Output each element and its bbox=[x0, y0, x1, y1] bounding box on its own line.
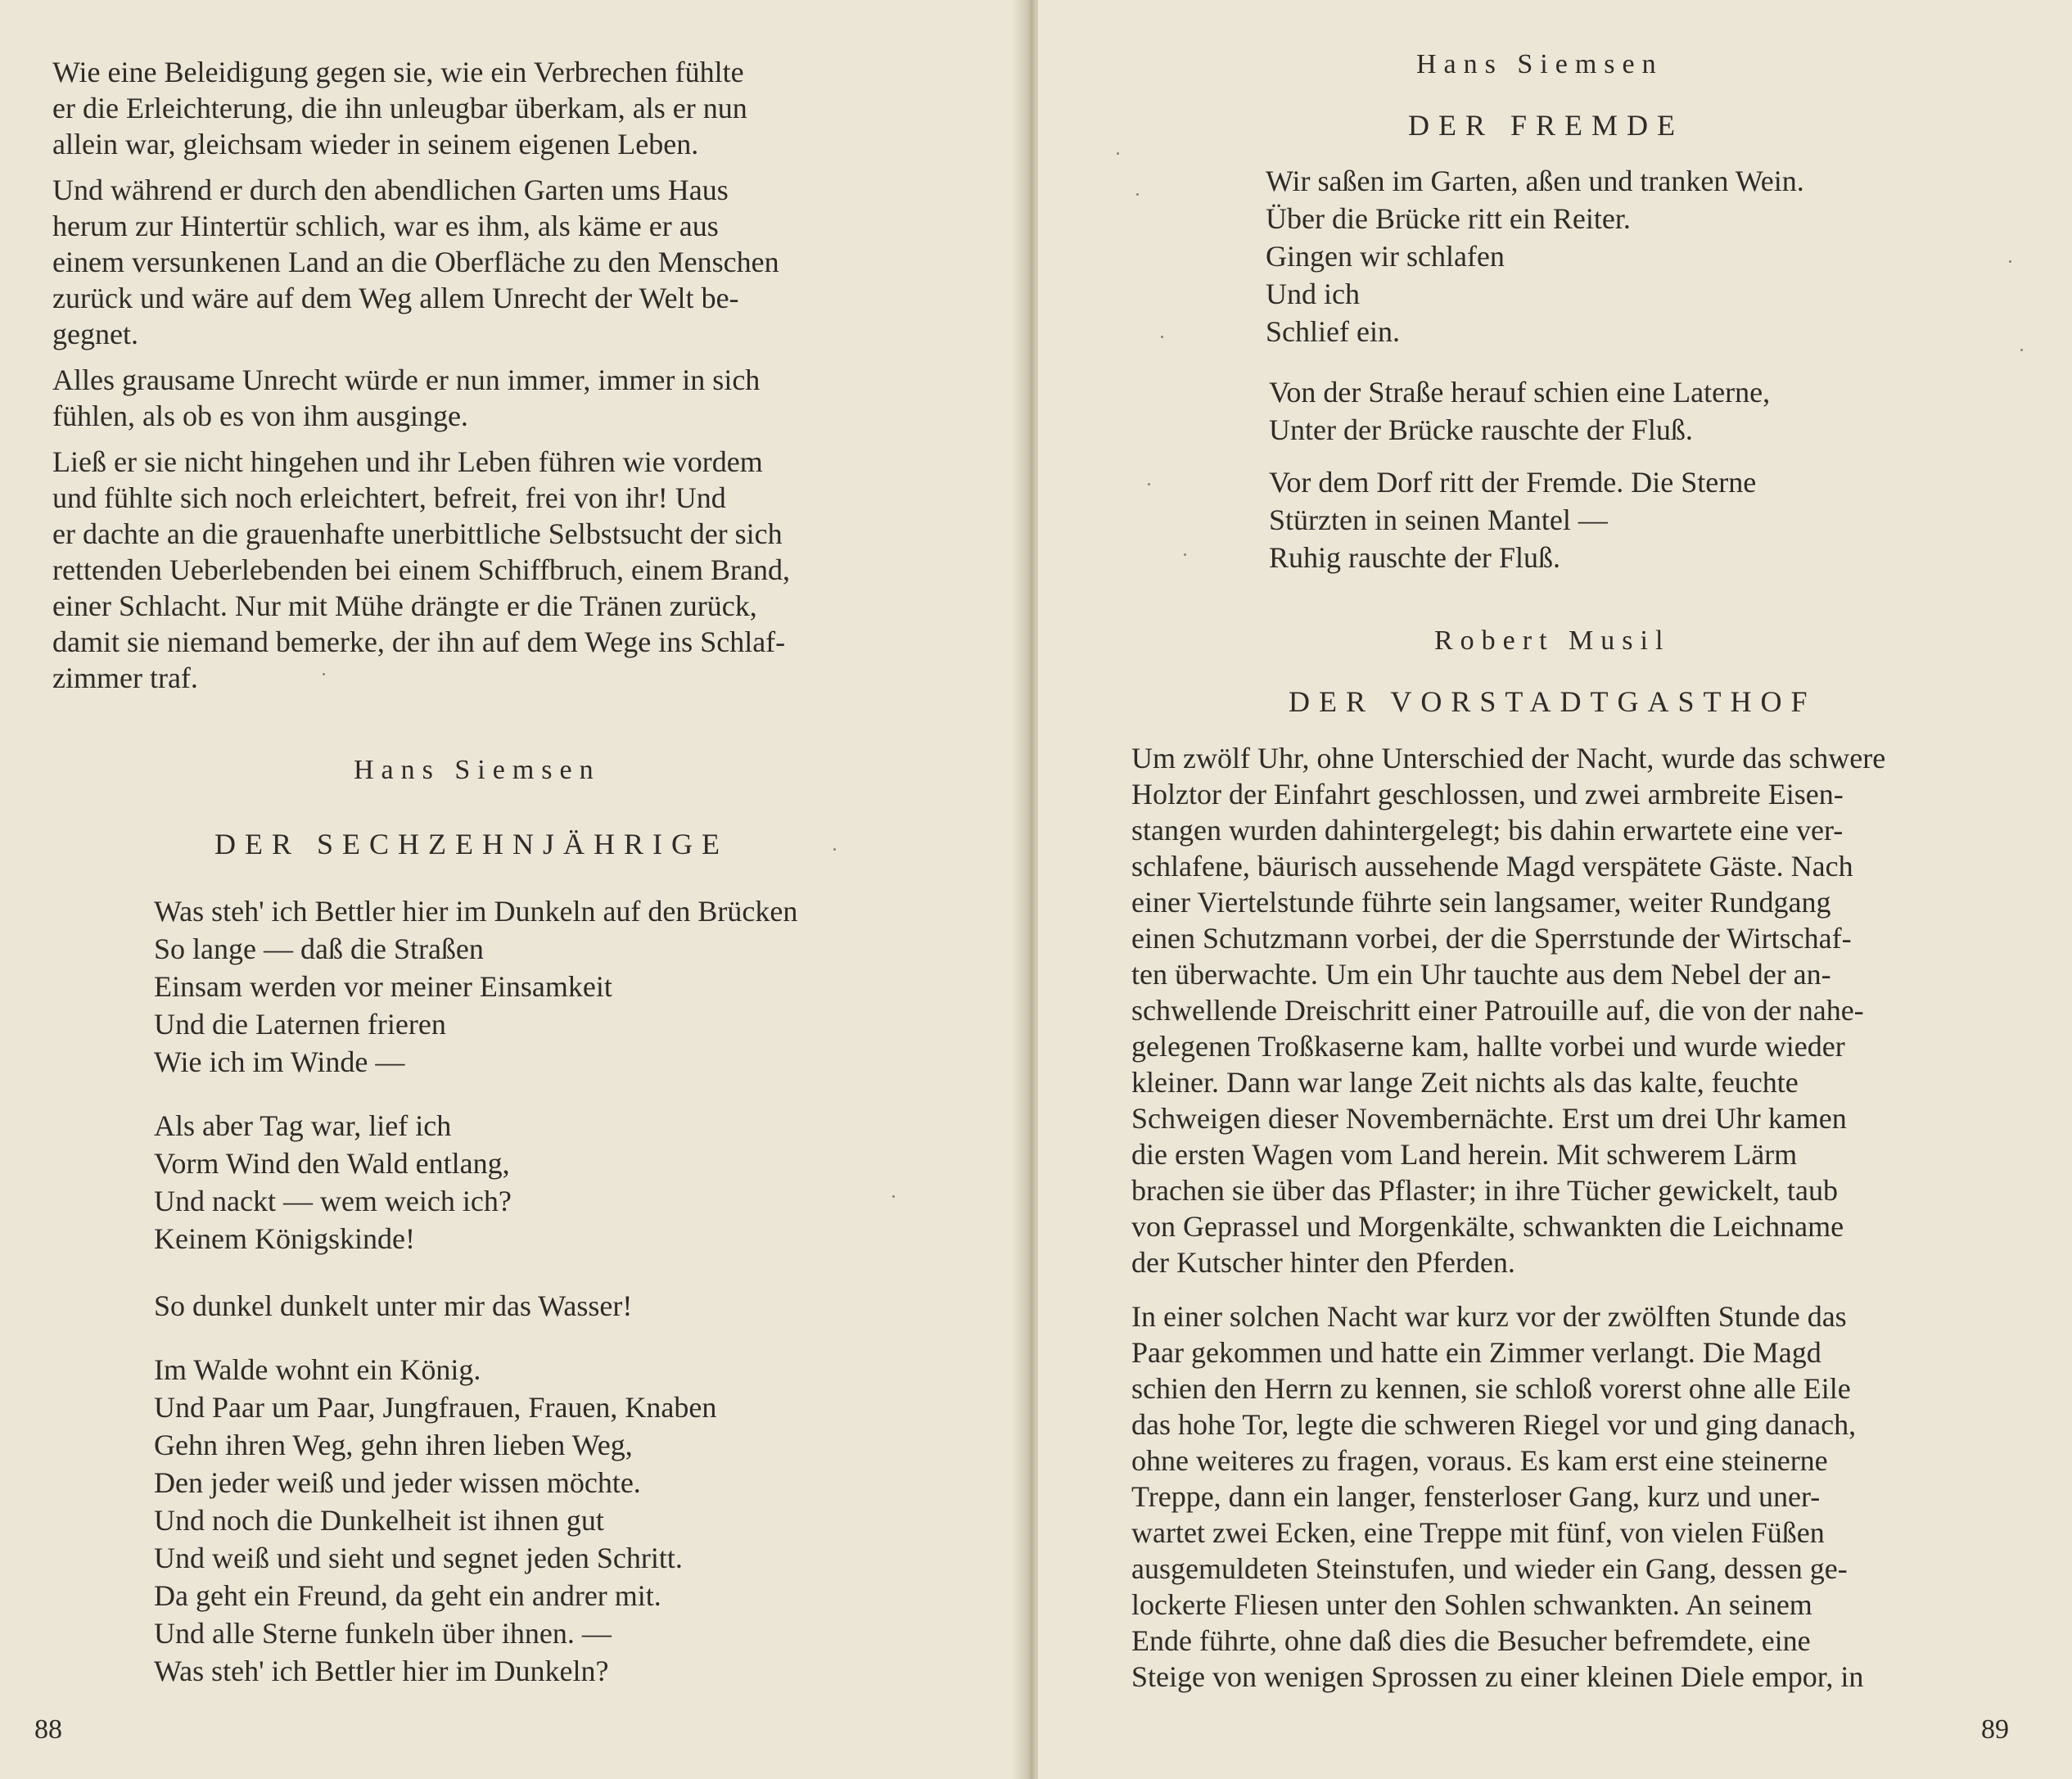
verse-line: Wir saßen im Garten, aßen und tranken Wein. bbox=[1266, 165, 1804, 197]
verse-line: Vor dem Dorf ritt der Fremde. Die Sterne bbox=[1269, 466, 1757, 499]
prose-line: einer Viertelstunde führte sein langsamer, weiter Rundgang bbox=[1131, 886, 1831, 919]
verse-line: Einsam werden vor meiner Einsamkeit bbox=[154, 970, 612, 1003]
paper-speck bbox=[2020, 349, 2023, 351]
verse-line: Gehn ihren Weg, gehn ihren lieben Weg, bbox=[154, 1429, 633, 1461]
paper-speck bbox=[323, 673, 325, 675]
verse-line: Da geht ein Freund, da geht ein andrer mit. bbox=[154, 1579, 661, 1612]
prose-line: fühlen, als ob es von ihm ausginge. bbox=[52, 400, 468, 432]
verse-line: So dunkel dunkelt unter mir das Wasser! bbox=[154, 1289, 633, 1322]
prose-line: stangen wurden dahintergelegt; bis dahin erwartete eine ver- bbox=[1131, 814, 1844, 847]
prose-paragraph-4 bbox=[52, 444, 928, 696]
paper-speck bbox=[1117, 152, 1119, 155]
poem-stanza-3 bbox=[1269, 463, 1756, 576]
prose-line: Ließ er sie nicht hingehen und ihr Leben führen wie vordem bbox=[52, 445, 763, 478]
prose-line: er dachte an die grauenhafte unerbittliche Selbstsucht der sich bbox=[52, 517, 783, 550]
verse-line: Und Paar um Paar, Jungfrauen, Frauen, Knaben bbox=[154, 1391, 717, 1424]
poem-title: DER SECHZEHNJÄHRIGE bbox=[214, 828, 729, 860]
verse-line: Von der Straße herauf schien eine Laterne, bbox=[1269, 376, 1771, 409]
poem-stanza-4 bbox=[154, 1351, 716, 1690]
verse-line: Und weiß und sieht und segnet jeden Schritt. bbox=[154, 1542, 683, 1574]
prose-line: rettenden Ueberlebenden bei einem Schiffbruch, einem Brand, bbox=[52, 553, 790, 586]
prose-line: Wie eine Beleidigung gegen sie, wie ein Verbrechen fühlte bbox=[52, 56, 744, 88]
prose-paragraph-2 bbox=[52, 172, 928, 352]
prose-line: zurück und wäre auf dem Weg allem Unrecht der Welt be- bbox=[52, 282, 739, 314]
verse-line: Unter der Brücke rauschte der Fluß. bbox=[1269, 413, 1693, 446]
prose-line: der Kutscher hinter den Pferden. bbox=[1131, 1246, 1515, 1279]
verse-line: Und noch die Dunkelheit ist ihnen gut bbox=[154, 1504, 604, 1537]
verse-line: Ruhig rauschte der Fluß. bbox=[1269, 541, 1560, 574]
poem-stanza-1 bbox=[1266, 162, 1804, 350]
paper-speck bbox=[1184, 553, 1186, 556]
prose-paragraph-1 bbox=[52, 54, 928, 162]
page-number-left: 88 bbox=[34, 1714, 62, 1745]
paper-speck bbox=[1161, 336, 1163, 338]
poem-author: Hans Siemsen bbox=[1416, 49, 1663, 79]
prose-line: kleiner. Dann war lange Zeit nichts als das kalte, feuchte bbox=[1131, 1066, 1799, 1099]
story-author: Robert Musil bbox=[1434, 625, 1671, 656]
paper-speck bbox=[892, 1195, 895, 1198]
prose-line: einer Schlacht. Nur mit Mühe drängte er die Tränen zurück, bbox=[52, 589, 757, 622]
prose-line: brachen sie über das Pflaster; in ihre Tücher gewickelt, taub bbox=[1131, 1174, 1839, 1207]
prose-line: damit sie niemand bemerke, der ihn auf dem Wege ins Schlaf- bbox=[52, 625, 786, 658]
poem-stanza-3 bbox=[154, 1287, 632, 1325]
verse-line: Was steh' ich Bettler hier im Dunkeln auf den Brücken bbox=[154, 895, 798, 928]
prose-paragraph-2 bbox=[1131, 1298, 2017, 1695]
prose-line: Um zwölf Uhr, ohne Unterschied der Nacht, wurde das schwere bbox=[1131, 742, 1886, 774]
paper-speck bbox=[1148, 483, 1150, 485]
verse-line: So lange — daß die Straßen bbox=[154, 932, 484, 965]
story-title: DER VORSTADTGASTHOF bbox=[1289, 685, 1817, 718]
prose-line: ten überwachte. Um ein Uhr tauchte aus dem Nebel der an- bbox=[1131, 958, 1831, 991]
verse-line: Den jeder weiß und jeder wissen möchte. bbox=[154, 1466, 641, 1499]
paper-speck bbox=[833, 848, 836, 851]
page-number-right: 89 bbox=[1981, 1714, 2009, 1745]
verse-line: Vorm Wind den Wald entlang, bbox=[154, 1147, 510, 1180]
prose-line: Und während er durch den abendlichen Garten ums Haus bbox=[52, 174, 729, 206]
verse-line: Und alle Sterne funkeln über ihnen. — bbox=[154, 1617, 612, 1650]
poem-author: Hans Siemsen bbox=[354, 755, 601, 785]
prose-line: einen Schutzmann vorbei, der die Sperrstunde der Wirtschaf- bbox=[1131, 922, 1852, 955]
verse-line: Keinem Königskinde! bbox=[154, 1222, 415, 1255]
prose-line: Alles grausame Unrecht würde er nun immer, immer in sich bbox=[52, 363, 761, 396]
prose-line: die ersten Wagen vom Land herein. Mit schwerem Lärm bbox=[1131, 1138, 1798, 1171]
prose-line: gelegenen Troßkaserne kam, hallte vorbei und wurde wieder bbox=[1131, 1030, 1845, 1063]
prose-line: ausgemuldeten Steinstufen, und wieder ein Gang, dessen ge- bbox=[1131, 1552, 1848, 1585]
verse-line: Und die Laternen frieren bbox=[154, 1008, 446, 1041]
poem-stanza-1 bbox=[154, 892, 797, 1081]
prose-line: gegnet. bbox=[52, 318, 138, 350]
verse-line: Über die Brücke ritt ein Reiter. bbox=[1266, 202, 1631, 235]
prose-line: In einer solchen Nacht war kurz vor der zwölften Stunde das bbox=[1131, 1300, 1847, 1333]
verse-line: Stürzten in seinen Mantel — bbox=[1269, 503, 1608, 536]
prose-line: Holztor der Einfahrt geschlossen, und zwei armbreite Eisen- bbox=[1131, 778, 1844, 810]
prose-line: schwellende Dreischritt einer Patrouille auf, die von der nahe- bbox=[1131, 994, 1864, 1027]
verse-line: Was steh' ich Bettler hier im Dunkeln? bbox=[154, 1655, 609, 1687]
prose-line: Paar gekommen und hatte ein Zimmer verlangt. Die Magd bbox=[1131, 1336, 1821, 1369]
poem-stanza-2 bbox=[1269, 373, 1770, 449]
verse-line: Und ich bbox=[1266, 278, 1360, 310]
poem-title: DER FREMDE bbox=[1408, 109, 1685, 142]
prose-line: und fühlte sich noch erleichtert, befreit, frei von ihr! Und bbox=[52, 481, 726, 514]
prose-line: Ende führte, ohne daß dies die Besucher befremdete, eine bbox=[1131, 1624, 1811, 1657]
prose-line: Schweigen dieser Novembernächte. Erst um drei Uhr kamen bbox=[1131, 1102, 1847, 1135]
prose-paragraph-1 bbox=[1131, 740, 2017, 1280]
prose-line: er die Erleichterung, die ihn unleugbar überkam, als er nun bbox=[52, 92, 747, 124]
prose-line: allein war, gleichsam wieder in seinem eigenen Leben. bbox=[52, 128, 699, 160]
prose-line: zimmer traf. bbox=[52, 661, 198, 694]
prose-line: herum zur Hintertür schlich, war es ihm, als käme er aus bbox=[52, 210, 719, 242]
verse-line: Wie ich im Winde — bbox=[154, 1045, 405, 1078]
prose-line: das hohe Tor, legte die schweren Riegel vor und ging danach, bbox=[1131, 1408, 1857, 1441]
prose-line: einem versunkenen Land an die Oberfläche zu den Menschen bbox=[52, 246, 779, 278]
prose-line: Treppe, dann ein langer, fensterloser Gang, kurz und uner- bbox=[1131, 1480, 1821, 1513]
prose-line: Steige von wenigen Sprossen zu einer kleinen Diele empor, in bbox=[1131, 1660, 1864, 1693]
prose-line: wartet zwei Ecken, eine Treppe mit fünf, von vielen Füßen bbox=[1131, 1516, 1825, 1549]
prose-line: schien den Herrn zu kennen, sie schloß vorerst ohne alle Eile bbox=[1131, 1372, 1851, 1405]
verse-line: Als aber Tag war, lief ich bbox=[154, 1109, 452, 1142]
verse-line: Gingen wir schlafen bbox=[1266, 240, 1505, 273]
right-page bbox=[1038, 0, 2072, 1779]
paper-speck bbox=[2009, 260, 2011, 263]
verse-line: Im Walde wohnt ein König. bbox=[154, 1353, 481, 1386]
prose-line: von Geprassel und Morgenkälte, schwankten die Leichname bbox=[1131, 1210, 1844, 1243]
left-page bbox=[0, 0, 1025, 1779]
verse-line: Schlief ein. bbox=[1266, 315, 1400, 348]
verse-line: Und nackt — wem weich ich? bbox=[154, 1185, 512, 1217]
prose-paragraph-3 bbox=[52, 362, 928, 434]
prose-line: schlafene, bäurisch aussehende Magd verspätete Gäste. Nach bbox=[1131, 850, 1853, 883]
prose-line: ohne weiteres zu fragen, voraus. Es kam erst eine steinerne bbox=[1131, 1444, 1828, 1477]
paper-speck bbox=[1136, 193, 1139, 196]
poem-stanza-2 bbox=[154, 1107, 512, 1257]
prose-line: lockerte Fliesen unter den Sohlen schwankten. An seinem bbox=[1131, 1588, 1812, 1621]
